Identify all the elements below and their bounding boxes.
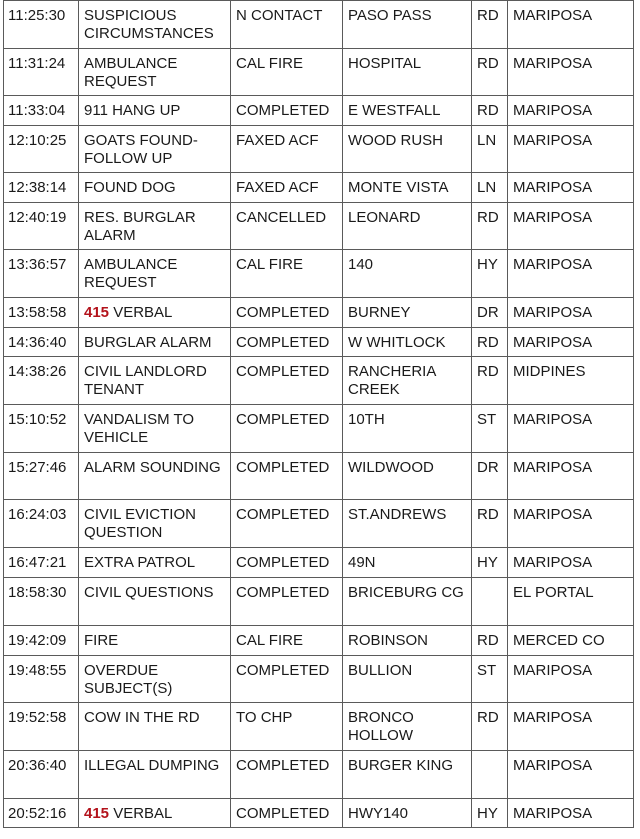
incident-type: BURGLAR ALARM xyxy=(84,334,212,351)
disposition-cell: CAL FIRE xyxy=(231,250,343,298)
time-cell: 11:25:30 xyxy=(4,1,79,49)
incident-cell xyxy=(79,173,231,203)
time-cell: 20:36:40 xyxy=(4,751,79,799)
disposition-cell: COMPLETED xyxy=(231,357,343,405)
incident-type: CIVIL LANDLORD TENANT xyxy=(84,363,207,398)
table-row xyxy=(4,405,634,453)
incident-type: VANDALISM TO VEHICLE xyxy=(84,411,195,446)
street-suffix-cell: ST xyxy=(472,656,508,703)
street-cell: HWY140 xyxy=(343,799,472,828)
incident-cell xyxy=(79,126,231,173)
incident-type: FIRE xyxy=(84,632,119,649)
incident-cell xyxy=(79,548,231,578)
incident-type: SUSPICIOUS CIRCUMSTANCES xyxy=(84,7,214,42)
disposition-cell: COMPLETED xyxy=(231,405,343,453)
city-cell: MARIPOSA xyxy=(508,500,634,548)
table-row xyxy=(4,173,634,203)
disposition-cell: COMPLETED xyxy=(231,298,343,328)
street-suffix-cell: DR xyxy=(472,298,508,328)
table-row xyxy=(4,203,634,250)
table-row xyxy=(4,548,634,578)
street-suffix-cell: RD xyxy=(472,703,508,751)
table-row xyxy=(4,96,634,126)
time-cell: 12:40:19 xyxy=(4,203,79,250)
incident-type: FOUND DOG xyxy=(84,179,176,196)
incident-cell xyxy=(79,328,231,357)
incident-type: AMBULANCE REQUEST xyxy=(84,256,178,291)
street-cell: BURNEY xyxy=(343,298,472,328)
incident-cell xyxy=(79,250,231,298)
incident-type: AMBULANCE REQUEST xyxy=(84,55,178,90)
incident-type: RES. BURGLAR ALARM xyxy=(84,209,196,244)
street-cell: E WESTFALL xyxy=(343,96,472,126)
city-cell: MARIPOSA xyxy=(508,126,634,173)
incident-cell xyxy=(79,626,231,656)
street-suffix-cell xyxy=(472,751,508,799)
street-suffix-cell: HY xyxy=(472,799,508,828)
street-cell: PASO PASS xyxy=(343,1,472,49)
street-suffix-cell: LN xyxy=(472,173,508,203)
incident-cell xyxy=(79,578,231,626)
table-row xyxy=(4,357,634,405)
incident-type: VERBAL xyxy=(113,304,173,321)
street-cell: 140 xyxy=(343,250,472,298)
disposition-cell: N CONTACT xyxy=(231,1,343,49)
disposition-cell: COMPLETED xyxy=(231,96,343,126)
table-row xyxy=(4,250,634,298)
incident-cell xyxy=(79,1,231,49)
street-cell: 10TH xyxy=(343,405,472,453)
table-row xyxy=(4,49,634,96)
disposition-cell: COMPLETED xyxy=(231,328,343,357)
table-row xyxy=(4,656,634,703)
disposition-cell: COMPLETED xyxy=(231,500,343,548)
time-cell: 13:58:58 xyxy=(4,298,79,328)
disposition-cell: COMPLETED xyxy=(231,578,343,626)
street-suffix-cell: RD xyxy=(472,500,508,548)
street-cell: 49N xyxy=(343,548,472,578)
table-row xyxy=(4,328,634,357)
incident-type: ALARM SOUNDING xyxy=(84,459,221,476)
incident-cell xyxy=(79,405,231,453)
city-cell: MERCED CO xyxy=(508,626,634,656)
incident-cell xyxy=(79,799,231,828)
street-suffix-cell: DR xyxy=(472,453,508,500)
penal-code-label: 415 xyxy=(84,304,110,321)
penal-code-label: 415 xyxy=(84,805,110,822)
street-suffix-cell: RD xyxy=(472,1,508,49)
disposition-cell: COMPLETED xyxy=(231,548,343,578)
city-cell: MARIPOSA xyxy=(508,328,634,357)
table-row xyxy=(4,500,634,548)
city-cell: MARIPOSA xyxy=(508,96,634,126)
incident-type: VERBAL xyxy=(113,805,173,822)
street-suffix-cell: RD xyxy=(472,357,508,405)
time-cell: 15:27:46 xyxy=(4,453,79,500)
city-cell: MARIPOSA xyxy=(508,1,634,49)
city-cell: MARIPOSA xyxy=(508,250,634,298)
time-cell: 19:48:55 xyxy=(4,656,79,703)
disposition-cell: COMPLETED xyxy=(231,453,343,500)
disposition-cell: FAXED ACF xyxy=(231,126,343,173)
city-cell: MIDPINES xyxy=(508,357,634,405)
disposition-cell: COMPLETED xyxy=(231,751,343,799)
disposition-cell: CAL FIRE xyxy=(231,49,343,96)
time-cell: 12:38:14 xyxy=(4,173,79,203)
disposition-cell: CAL FIRE xyxy=(231,626,343,656)
table-row xyxy=(4,126,634,173)
incident-type: CIVIL EVICTION QUESTION xyxy=(84,506,196,541)
street-cell: BRICEBURG CG xyxy=(343,578,472,626)
incident-type: CIVIL QUESTIONS xyxy=(84,584,214,601)
city-cell: MARIPOSA xyxy=(508,203,634,250)
table-row xyxy=(4,453,634,500)
time-cell: 14:38:26 xyxy=(4,357,79,405)
incident-type: EXTRA PATROL xyxy=(84,554,196,571)
street-suffix-cell: LN xyxy=(472,126,508,173)
incident-cell xyxy=(79,203,231,250)
city-cell: MARIPOSA xyxy=(508,298,634,328)
street-cell: BURGER KING xyxy=(343,751,472,799)
street-suffix-cell: RD xyxy=(472,328,508,357)
city-cell: MARIPOSA xyxy=(508,751,634,799)
time-cell: 16:47:21 xyxy=(4,548,79,578)
city-cell: MARIPOSA xyxy=(508,453,634,500)
time-cell: 14:36:40 xyxy=(4,328,79,357)
street-suffix-cell: RD xyxy=(472,626,508,656)
disposition-cell: FAXED ACF xyxy=(231,173,343,203)
street-cell: ROBINSON xyxy=(343,626,472,656)
incident-cell xyxy=(79,96,231,126)
incident-cell xyxy=(79,453,231,500)
street-cell: HOSPITAL xyxy=(343,49,472,96)
incident-cell xyxy=(79,656,231,703)
city-cell: MARIPOSA xyxy=(508,799,634,828)
city-cell: MARIPOSA xyxy=(508,49,634,96)
time-cell: 13:36:57 xyxy=(4,250,79,298)
disposition-cell: COMPLETED xyxy=(231,799,343,828)
time-cell: 18:58:30 xyxy=(4,578,79,626)
street-suffix-cell: HY xyxy=(472,548,508,578)
time-cell: 11:31:24 xyxy=(4,49,79,96)
incident-cell xyxy=(79,357,231,405)
time-cell: 16:24:03 xyxy=(4,500,79,548)
city-cell: MARIPOSA xyxy=(508,405,634,453)
city-cell: MARIPOSA xyxy=(508,548,634,578)
table-row xyxy=(4,578,634,626)
street-cell: RANCHERIA CREEK xyxy=(343,357,472,405)
incident-cell xyxy=(79,49,231,96)
street-cell: MONTE VISTA xyxy=(343,173,472,203)
table-row xyxy=(4,703,634,751)
street-suffix-cell: RD xyxy=(472,96,508,126)
table-row xyxy=(4,799,634,828)
street-suffix-cell xyxy=(472,578,508,626)
time-cell: 12:10:25 xyxy=(4,126,79,173)
time-cell: 19:42:09 xyxy=(4,626,79,656)
call-log-body xyxy=(4,1,634,828)
table-row xyxy=(4,626,634,656)
incident-cell xyxy=(79,751,231,799)
disposition-cell: COMPLETED xyxy=(231,656,343,703)
street-cell: ST.ANDREWS xyxy=(343,500,472,548)
time-cell: 20:52:16 xyxy=(4,799,79,828)
street-cell: W WHITLOCK xyxy=(343,328,472,357)
city-cell: EL PORTAL xyxy=(508,578,634,626)
table-row xyxy=(4,751,634,799)
street-cell: WOOD RUSH xyxy=(343,126,472,173)
incident-type: OVERDUE SUBJECT(S) xyxy=(84,662,173,697)
city-cell: MARIPOSA xyxy=(508,703,634,751)
incident-cell xyxy=(79,500,231,548)
table-row xyxy=(4,1,634,49)
street-suffix-cell: RD xyxy=(472,203,508,250)
street-cell: BRONCO HOLLOW xyxy=(343,703,472,751)
street-cell: LEONARD xyxy=(343,203,472,250)
time-cell: 15:10:52 xyxy=(4,405,79,453)
incident-type: COW IN THE RD xyxy=(84,709,200,726)
time-cell: 11:33:04 xyxy=(4,96,79,126)
street-cell: WILDWOOD xyxy=(343,453,472,500)
street-suffix-cell: ST xyxy=(472,405,508,453)
incident-type: 911 HANG UP xyxy=(84,102,181,119)
incident-type: GOATS FOUND-FOLLOW UP xyxy=(84,132,198,167)
incident-cell xyxy=(79,298,231,328)
time-cell: 19:52:58 xyxy=(4,703,79,751)
street-suffix-cell: RD xyxy=(472,49,508,96)
table-row xyxy=(4,298,634,328)
disposition-cell: TO CHP xyxy=(231,703,343,751)
city-cell: MARIPOSA xyxy=(508,173,634,203)
incident-cell xyxy=(79,703,231,751)
call-log-table xyxy=(3,0,634,828)
street-suffix-cell: HY xyxy=(472,250,508,298)
city-cell: MARIPOSA xyxy=(508,656,634,703)
street-cell: BULLION xyxy=(343,656,472,703)
incident-type: ILLEGAL DUMPING xyxy=(84,757,220,774)
disposition-cell: CANCELLED xyxy=(231,203,343,250)
